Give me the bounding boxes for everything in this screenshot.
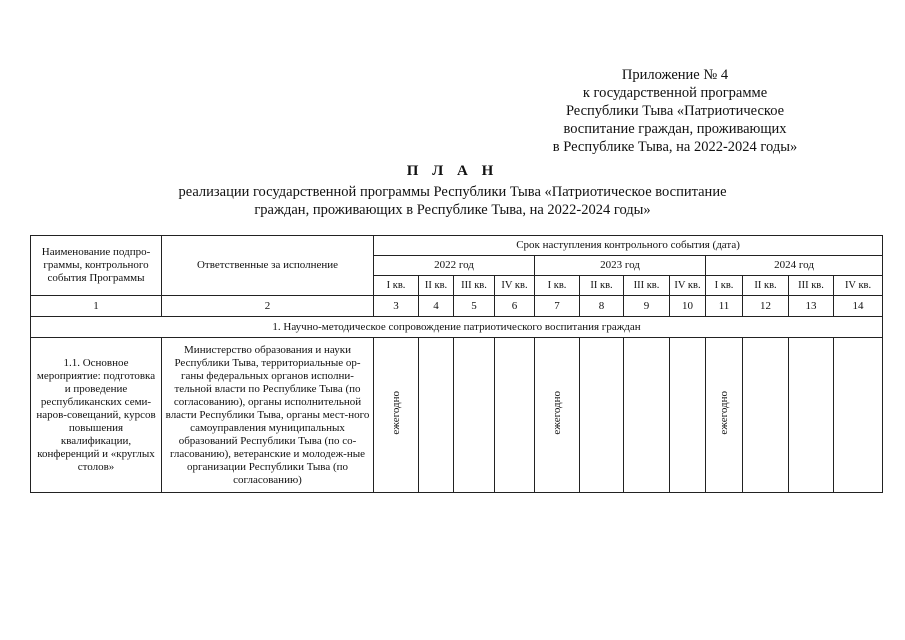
column-number: 8: [580, 296, 624, 317]
column-number: 9: [624, 296, 670, 317]
column-number: 13: [789, 296, 834, 317]
section-title: 1. Научно-методическое сопровождение патриотического воспитания граждан: [31, 317, 883, 338]
column-number: 5: [454, 296, 495, 317]
header-responsible: Ответственные за исполнение: [162, 236, 374, 296]
header-quarter: II кв.: [580, 276, 624, 296]
column-number: 1: [31, 296, 162, 317]
header-quarter: IV кв.: [834, 276, 883, 296]
quarter-cell: [535, 338, 580, 493]
header-name: Наименование подпро-граммы, контрольного события Программы: [31, 236, 162, 296]
appendix-line: к государственной программе: [582, 85, 768, 101]
quarter-cell: [834, 338, 883, 493]
quarter-cell: [374, 338, 419, 493]
header-quarter: I кв.: [374, 276, 419, 296]
quarter-cell: [580, 338, 624, 493]
appendix-line: в Республике Тыва, на 2022-2024 годы»: [552, 139, 798, 155]
deadline-text: ежегодно: [389, 391, 402, 435]
plan-subtitle: [0, 183, 905, 219]
deadline-text: ежегодно: [550, 391, 563, 435]
quarter-cell: [789, 338, 834, 493]
quarter-cell: [495, 338, 535, 493]
column-number: 7: [535, 296, 580, 317]
column-number: 6: [495, 296, 535, 317]
quarter-cell: [419, 338, 454, 493]
quarter-cell: [624, 338, 670, 493]
header-deadline: Срок наступления контрольного события (дата): [374, 236, 883, 256]
header-year: 2023 год: [535, 256, 706, 276]
quarter-cell: [670, 338, 706, 493]
appendix-line: Приложение № 4: [621, 67, 729, 83]
table-row: [31, 338, 883, 493]
plan-subtitle-line: реализации государственной программы Республики Тыва «Патриотическое воспитание: [178, 184, 727, 200]
plan-title: П Л А Н: [406, 163, 499, 179]
header-quarter: III кв.: [454, 276, 495, 296]
column-number: 3: [374, 296, 419, 317]
event-responsible: Министерство образования и науки Республики Тыва, территориальные ор-ганы федеральных органов исполни-тельной власти по Республике Тыва (по согласованию), органы исполнительной власти Республики Тыва, органы мест-ного самоуправления муниципальных образований Республики Тыва (по со-гласованию), ветеранские и молодеж-ные организации Республики Тыва (по согласованию): [162, 338, 374, 493]
appendix-header: [525, 66, 825, 156]
header-year: 2022 год: [374, 256, 535, 276]
header-quarter: I кв.: [706, 276, 743, 296]
header-quarter: III кв.: [624, 276, 670, 296]
column-number: 10: [670, 296, 706, 317]
column-number: 12: [743, 296, 789, 317]
header-quarter: II кв.: [743, 276, 789, 296]
quarter-cell: [454, 338, 495, 493]
header-quarter: IV кв.: [495, 276, 535, 296]
header-quarter: III кв.: [789, 276, 834, 296]
column-number: 14: [834, 296, 883, 317]
header-quarter: II кв.: [419, 276, 454, 296]
deadline-text: ежегодно: [717, 391, 730, 435]
column-number: 11: [706, 296, 743, 317]
column-number: 2: [162, 296, 374, 317]
header-quarter: I кв.: [535, 276, 580, 296]
quarter-cell: [706, 338, 743, 493]
appendix-line: воспитание граждан, проживающих: [563, 121, 787, 137]
header-quarter: IV кв.: [670, 276, 706, 296]
column-number: 4: [419, 296, 454, 317]
event-name: 1.1. Основное мероприятие: подготовка и проведение республиканских семи-наров-совещаний, курсов повышения квалификации, конференций и «круглых столов»: [31, 338, 162, 493]
header-year: 2024 год: [706, 256, 883, 276]
plan-table: [30, 235, 883, 493]
quarter-cell: [743, 338, 789, 493]
appendix-line: Республики Тыва «Патриотическое: [565, 103, 785, 119]
plan-subtitle-line: граждан, проживающих в Республике Тыва, на 2022-2024 годы»: [254, 202, 651, 218]
